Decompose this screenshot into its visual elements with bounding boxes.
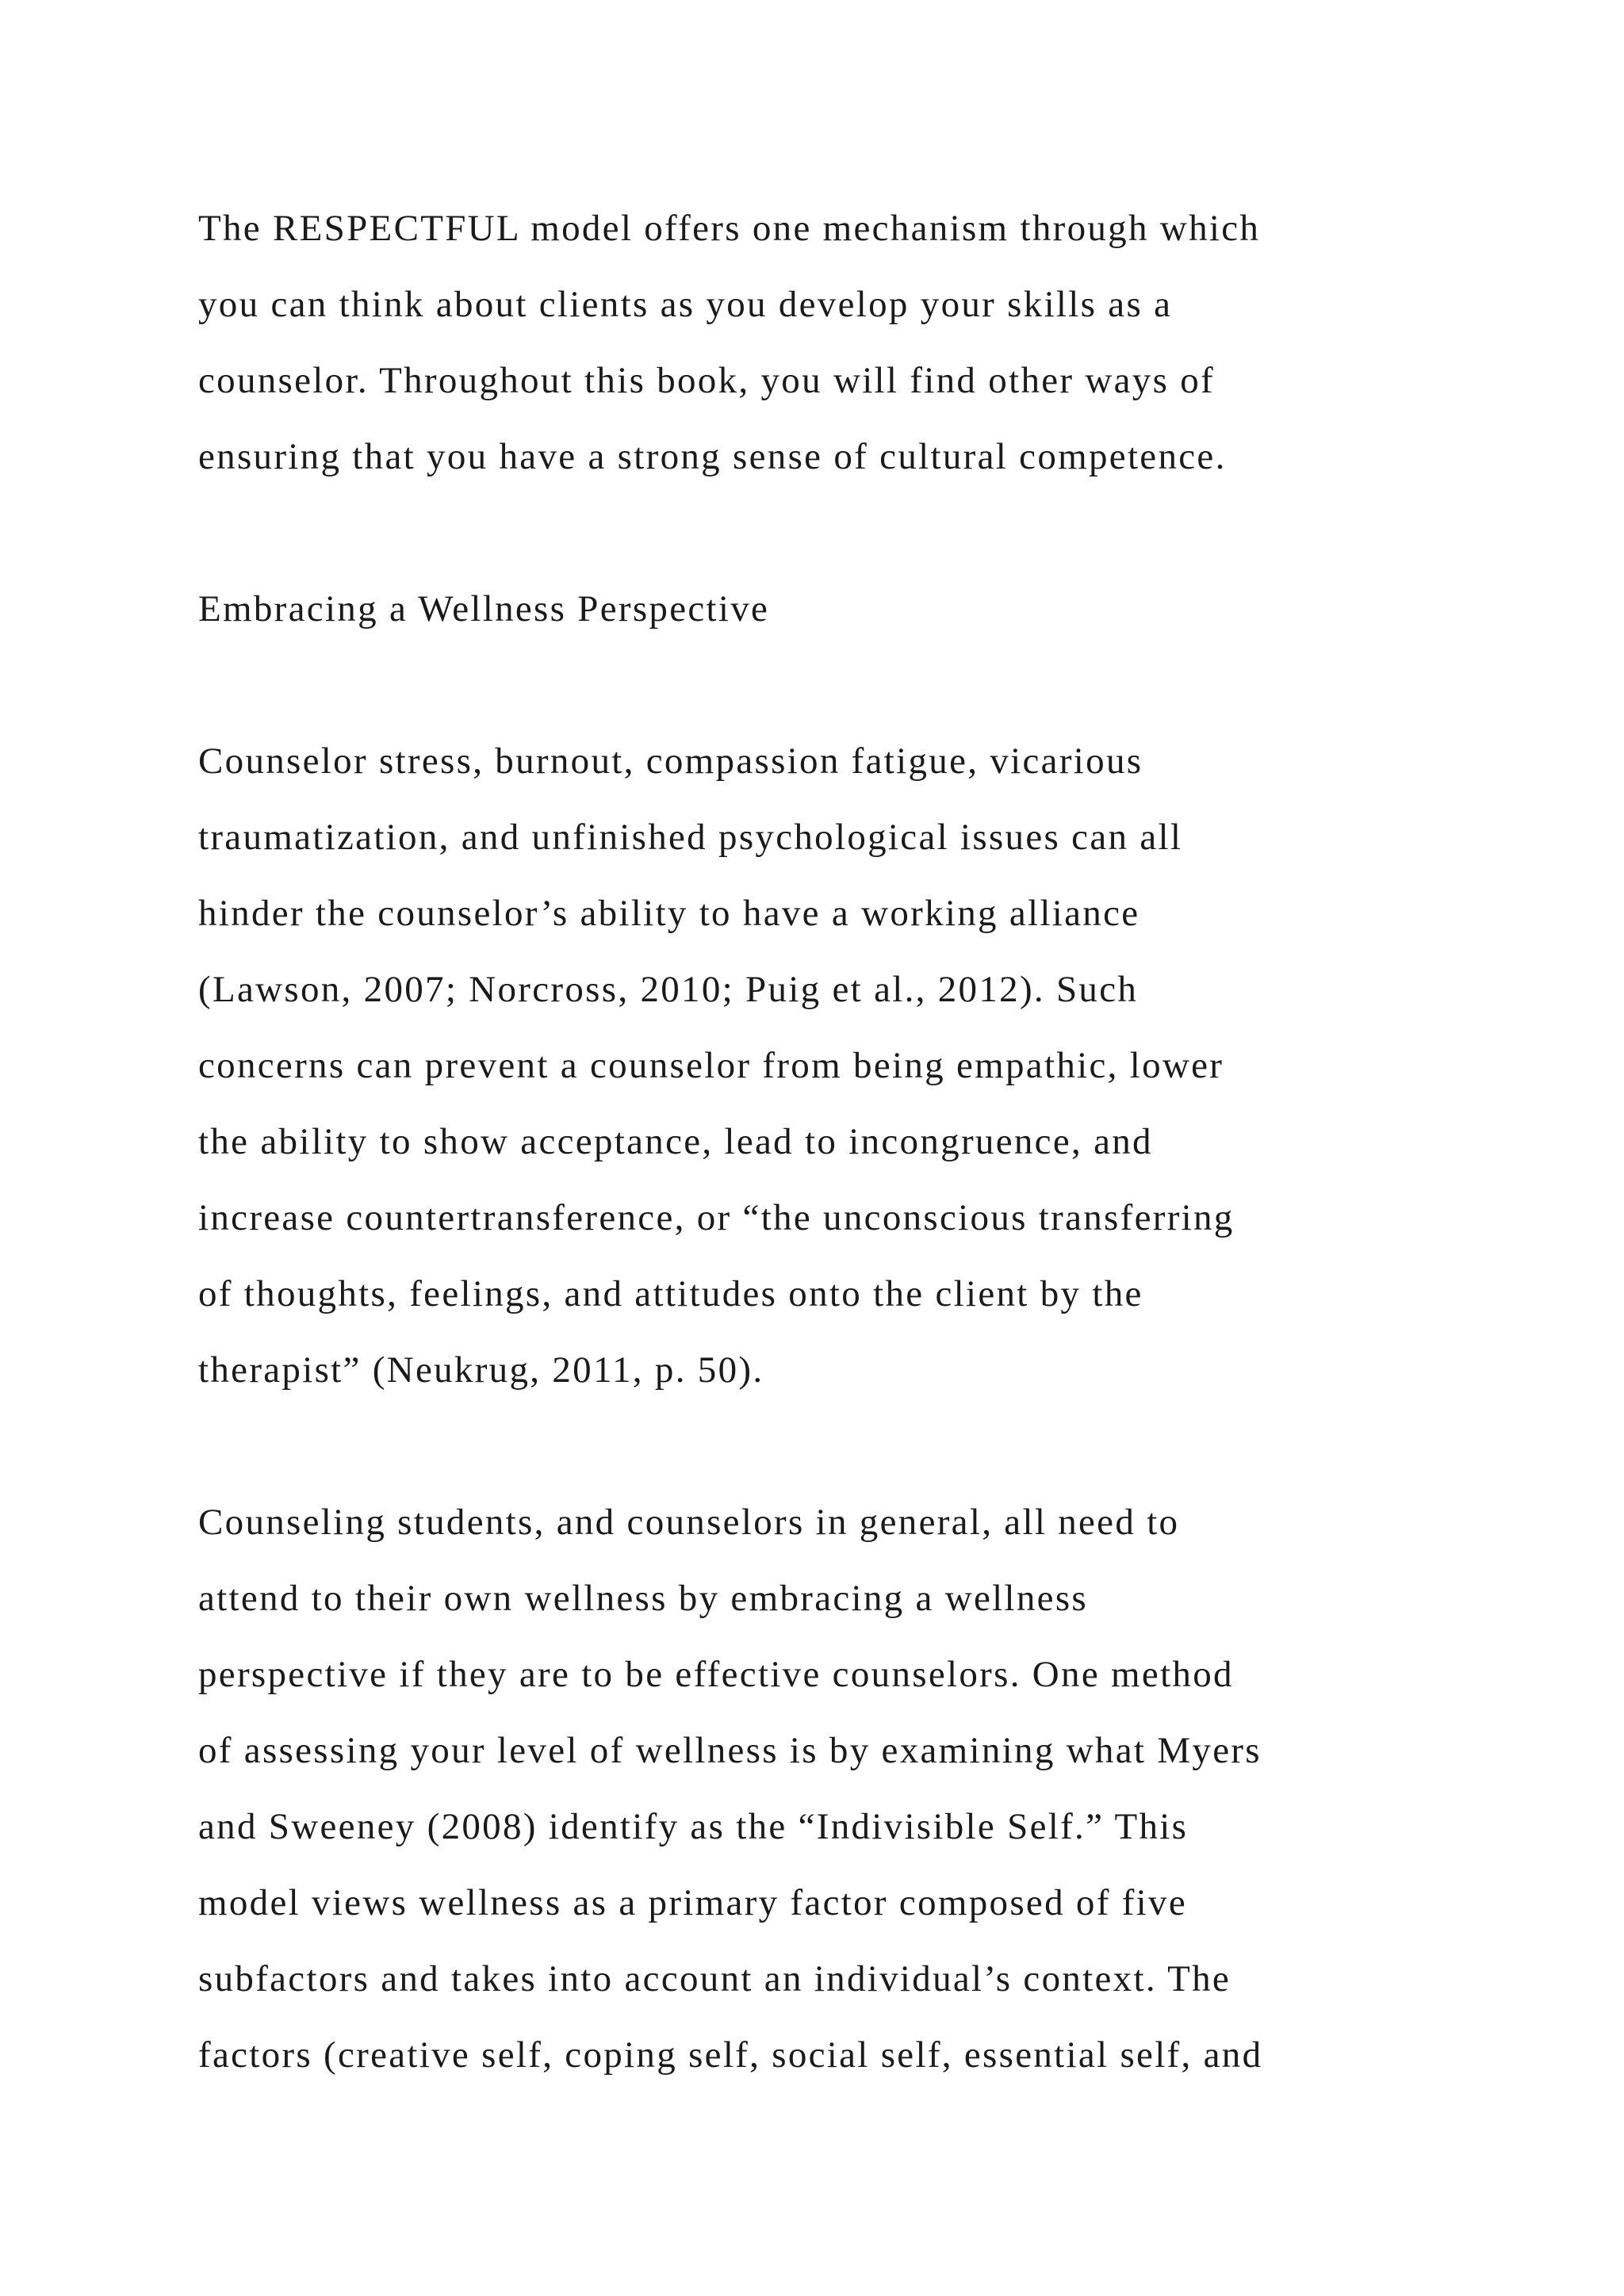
text-line: and Sweeney (2008) identify as the “Indivisible Self.” This [198, 1806, 1189, 1847]
text-line: subfactors and takes into account an individual’s context. The [198, 1958, 1231, 1999]
text-line: factors (creative self, coping self, social self, essential self, and [198, 2034, 1263, 2076]
text-line: you can think about clients as you develop your skills as a [198, 284, 1173, 325]
section-heading [198, 571, 1467, 647]
text-line: increase countertransference, or “the unconscious transferring [198, 1197, 1235, 1238]
text-line: hinder the counselor’s ability to have a working alliance [198, 893, 1140, 934]
document-body [198, 190, 1467, 2093]
text-line: model views wellness as a primary factor composed of five [198, 1882, 1188, 1923]
text-line: (Lawson, 2007; Norcross, 2010; Puig et al., 2012). Such [198, 969, 1139, 1010]
paragraph-spacer [198, 1408, 1467, 1484]
text-line: Counseling students, and counselors in general, all need to [198, 1502, 1180, 1543]
text-line: attend to their own wellness by embracing a wellness [198, 1578, 1088, 1619]
text-line: of assessing your level of wellness is by examining what Myers [198, 1730, 1262, 1771]
text-line: counselor. Throughout this book, you will find other ways of [198, 360, 1215, 401]
paragraph-counselor-stress [198, 723, 1467, 1408]
text-line: The RESPECTFUL model offers one mechanism through which [198, 208, 1261, 249]
text-line: of thoughts, feelings, and attitudes onto the client by the [198, 1273, 1143, 1314]
paragraph-counseling-students [198, 1484, 1467, 2093]
paragraph-respectful-model [198, 190, 1467, 495]
paragraph-spacer [198, 495, 1467, 571]
paragraph-spacer [198, 647, 1467, 723]
text-line: perspective if they are to be effective counselors. One method [198, 1654, 1234, 1695]
text-line: traumatization, and unfinished psychological issues can all [198, 817, 1183, 858]
text-line: the ability to show acceptance, lead to incongruence, and [198, 1121, 1153, 1162]
text-line: ensuring that you have a strong sense of cultural competence. [198, 436, 1227, 477]
text-line: concerns can prevent a counselor from being empathic, lower [198, 1045, 1224, 1086]
heading-wellness-perspective: Embracing a Wellness Perspective [198, 588, 770, 629]
text-line: Counselor stress, burnout, compassion fatigue, vicarious [198, 740, 1143, 782]
text-line: therapist” (Neukrug, 2011, p. 50). [198, 1349, 764, 1391]
